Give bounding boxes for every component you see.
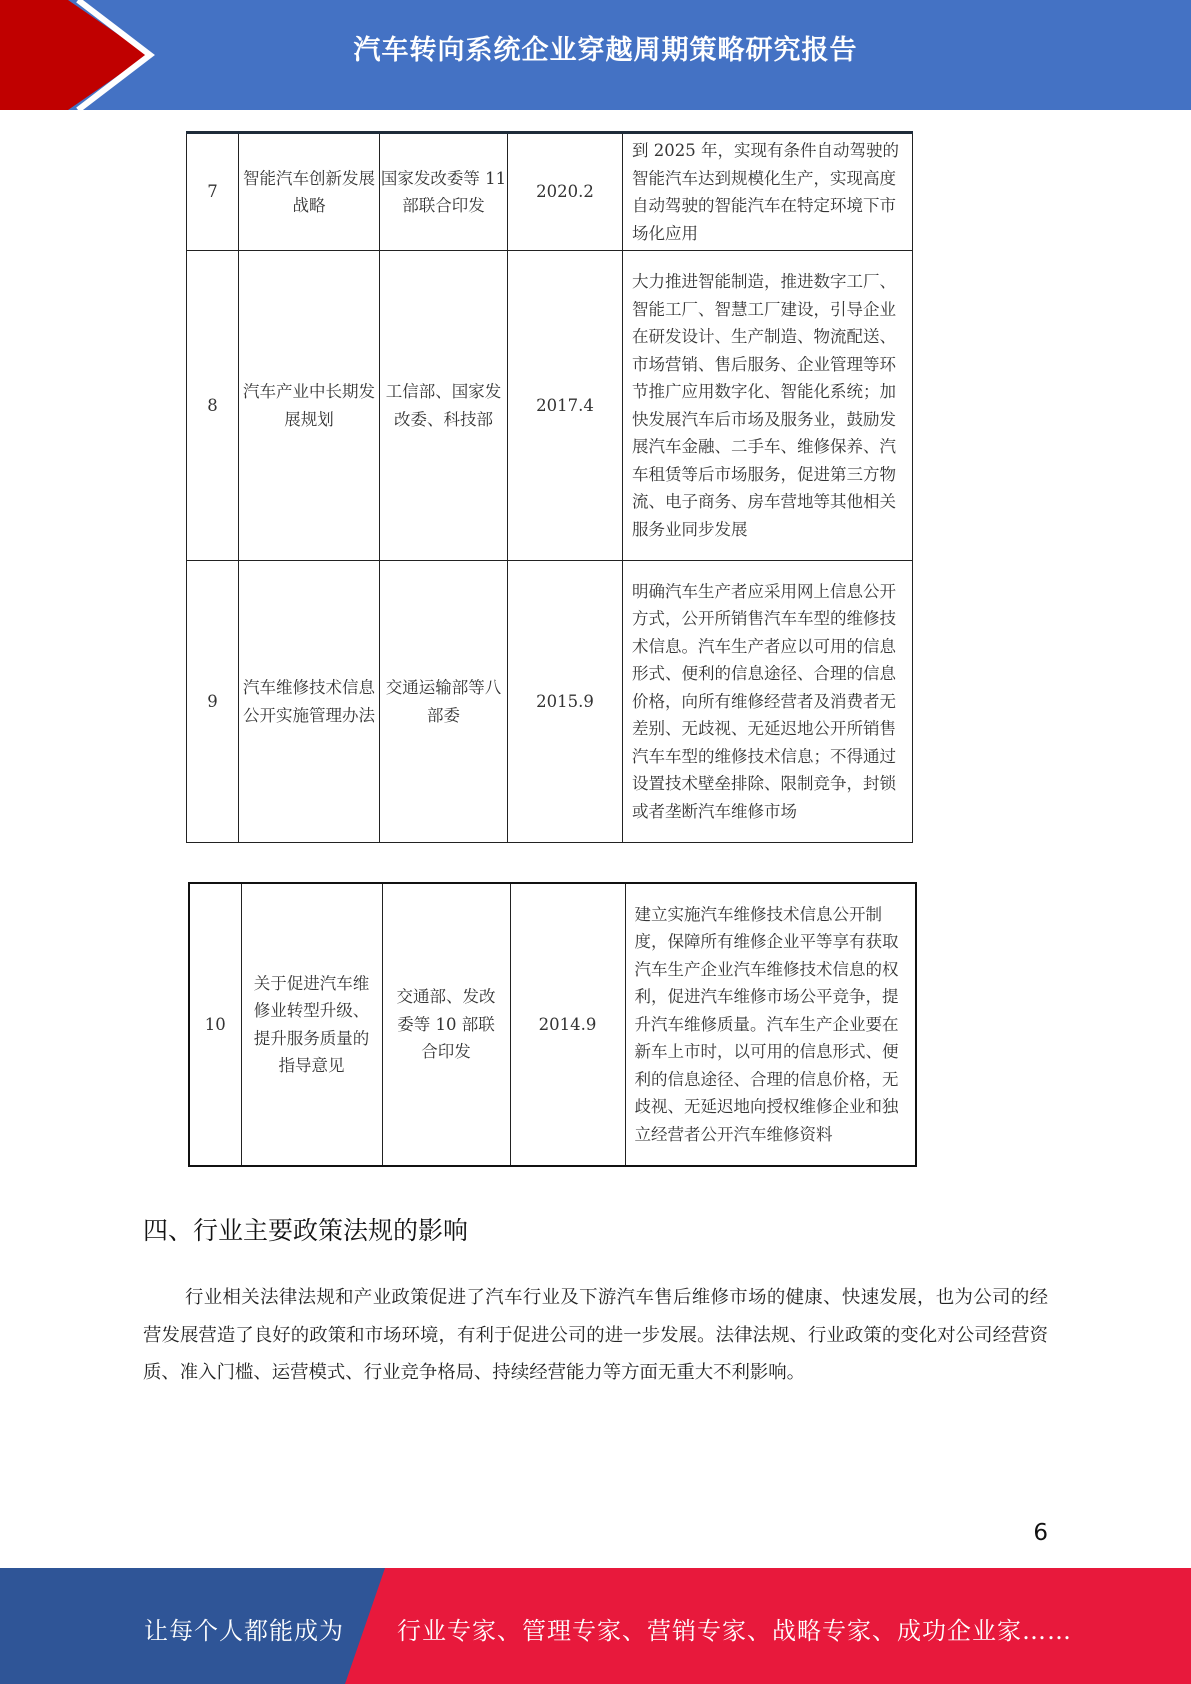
policy-name: 汽车产业中长期发展规划 — [239, 251, 380, 561]
row-number: 8 — [187, 251, 239, 561]
policy-date: 2014.9 — [510, 883, 625, 1166]
policy-date: 2017.4 — [508, 251, 623, 561]
section-heading: 四、行业主要政策法规的影响 — [143, 1216, 469, 1245]
table-row — [187, 561, 913, 843]
page-number: 6 — [1033, 1520, 1048, 1546]
footer-slogan-left: 让每个人都能成为 — [144, 1617, 344, 1645]
footer-slogan-right: 行业专家、管理专家、营销专家、战略专家、成功企业家…… — [397, 1617, 1072, 1645]
table-row — [189, 883, 916, 1166]
page-footer — [0, 1568, 1191, 1684]
row-number: 7 — [187, 133, 239, 251]
policy-name: 汽车维修技术信息公开实施管理办法 — [239, 561, 380, 843]
section-paragraph: 行业相关法律法规和产业政策促进了汽车行业及下游汽车售后维修市场的健康、快速发展，也为公司的经营发展营造了良好的政策和市场环境，有利于促进公司的进一步发展。法律法规、行业政策的变化对公司经营资质、准入门槛、运营模式、行业竞争格局、持续经营能力等方面无重大不利影响。 — [143, 1287, 1048, 1383]
policy-issuer: 交通运输部等八部委 — [380, 561, 508, 843]
table-row — [187, 133, 913, 251]
policy-date: 2015.9 — [508, 561, 623, 843]
policy-content: 建立实施汽车维修技术信息公开制度，保障所有维修企业平等享有获取汽车生产企业汽车维修技术信息的权利，促进汽车维修市场公平竞争，提升汽车维修质量。汽车生产企业要在新车上市时，以可用的信息形式、便利的信息途径、合理的信息价格，无歧视、无延迟地向授权维修企业和独立经营者公开汽车维修资料 — [625, 883, 916, 1166]
report-title: 汽车转向系统企业穿越周期策略研究报告 — [353, 35, 858, 66]
row-number: 10 — [189, 883, 241, 1166]
policy-issuer: 工信部、国家发改委、科技部 — [380, 251, 508, 561]
policy-table-part1 — [186, 131, 913, 843]
policy-content: 明确汽车生产者应采用网上信息公开方式，公开所销售汽车车型的维修技术信息。汽车生产者应以可用的信息形式、便利的信息途径、合理的信息价格，向所有维修经营者及消费者无差别、无歧视、无延迟地公开所销售汽车车型的维修技术信息；不得通过设置技术壁垒排除、限制竞争，封锁或者垄断汽车维修市场 — [623, 561, 913, 843]
policy-name: 智能汽车创新发展战略 — [239, 133, 380, 251]
policy-issuer: 国家发改委等 11 部联合印发 — [380, 133, 508, 251]
page-header — [0, 0, 1191, 110]
policy-table-part2 — [188, 882, 917, 1167]
policy-date: 2020.2 — [508, 133, 623, 251]
policy-content: 到 2025 年，实现有条件自动驾驶的智能汽车达到规模化生产，实现高度自动驾驶的智能汽车在特定环境下市场化应用 — [623, 133, 913, 251]
policy-issuer: 交通部、发改委等 10 部联合印发 — [382, 883, 510, 1166]
policy-name: 关于促进汽车维修业转型升级、提升服务质量的指导意见 — [241, 883, 382, 1166]
row-number: 9 — [187, 561, 239, 843]
policy-content: 大力推进智能制造，推进数字工厂、智能工厂、智慧工厂建设，引导企业在研发设计、生产制造、物流配送、市场营销、售后服务、企业管理等环节推广应用数字化、智能化系统；加快发展汽车后市场及服务业，鼓励发展汽车金融、二手车、维修保养、汽车租赁等后市场服务，促进第三方物流、电子商务、房车营地等其他相关服务业同步发展 — [623, 251, 913, 561]
table-row — [187, 251, 913, 561]
